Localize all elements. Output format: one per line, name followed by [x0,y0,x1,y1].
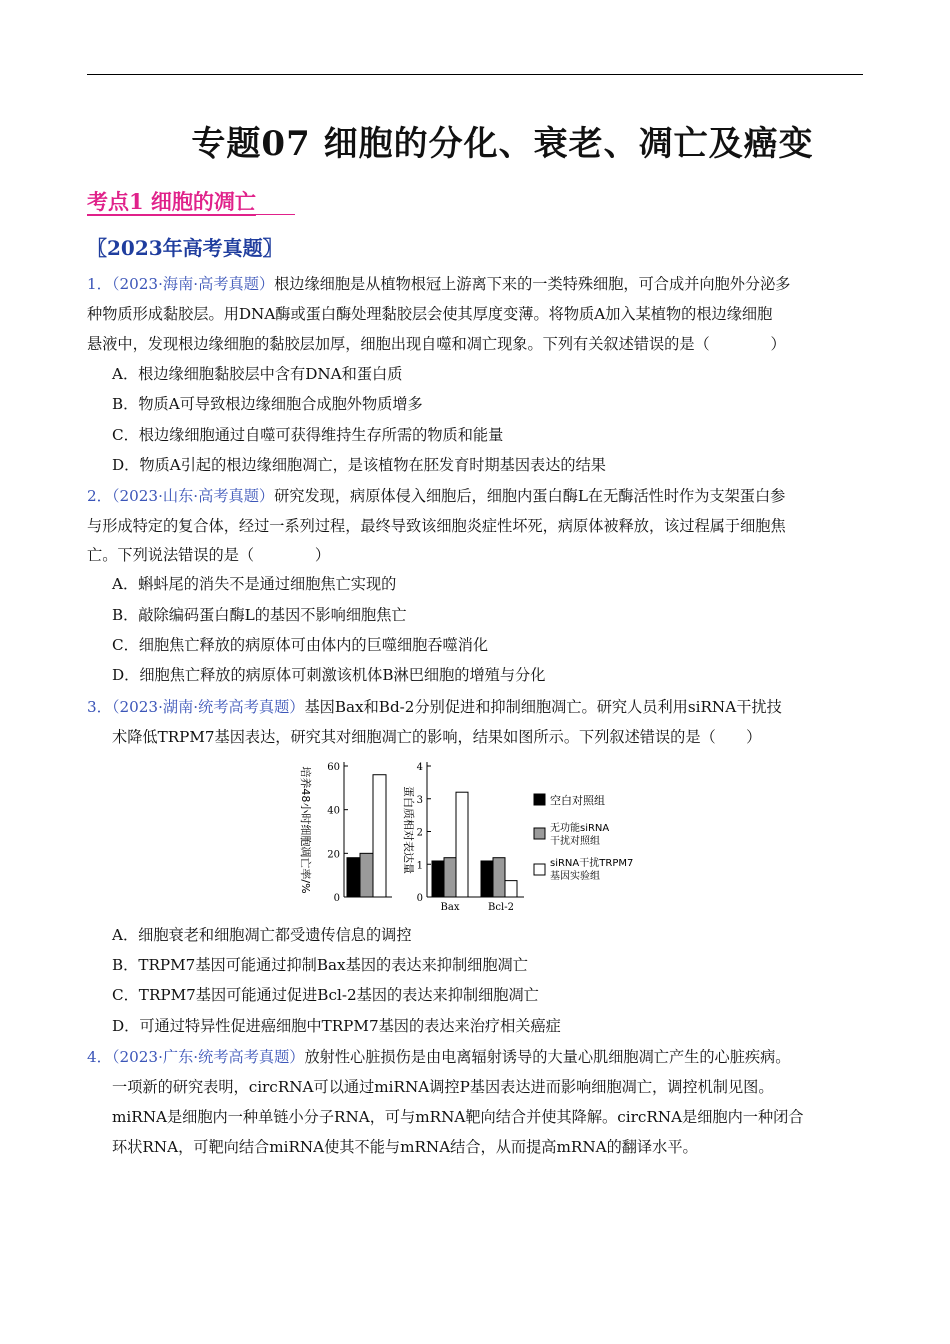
chart2-tick-label: 4 [416,762,423,773]
question-4-line-1 [87,1047,790,1067]
question-3-line-2: 术降低TRPM7基因表达，研究其对细胞凋亡的影响，结果如图所示。下列叙述错误的是（ ） [112,728,762,746]
question-number: 3． [87,698,112,716]
question-2-line-2: 与形成特定的复合体，经过一系列过程，最终导致该细胞炎症性坏死，病原体被释放，该过程属于细胞焦 [87,517,786,535]
question-4-line-2: 一项新的研究表明，circRNA可以通过miRNA调控P基因表达进而影响细胞凋亡，调控机制见图。 [112,1078,774,1096]
question-3-line-1 [87,697,782,717]
question-number: 4． [87,1048,112,1066]
option-a: A．根边缘细胞黏胶层中含有DNA和蛋白质 [112,365,403,383]
chart2-bar [432,861,444,897]
chart2-y-label: 蛋白质相对表达量 [402,786,415,874]
option-a: A．细胞衰老和细胞凋亡都受遗传信息的调控 [112,926,412,944]
chart2-bar [505,881,517,897]
question-source: （2023·山东·高考真题） [111,487,275,505]
legend-swatch-trpm7-knockdown [534,864,545,875]
page-title: 专题07 细胞的分化、衰老、凋亡及癌变 [191,124,814,164]
legend-swatch-nonfunctional-sirna [534,828,545,839]
chart1-bar [347,858,360,897]
legend-label-nonfunctional-sirna: 无功能siRNA [550,823,610,834]
chart1-y-label: 培养48小时细胞凋亡率/% [299,766,312,894]
chart2-bars [432,792,517,897]
chart2-tick-label: 3 [416,794,423,806]
section-underline [87,214,295,215]
chart1-tick-label: 0 [333,893,340,904]
option-d: D．可通过特异性促进癌细胞中TRPM7基因的表达来治疗相关癌症 [112,1017,561,1035]
question-number: 1． [87,275,112,293]
option-c: C．根边缘细胞通过自噬可获得维持生存所需的物质和能量 [112,426,504,444]
chart2-bar [444,858,456,897]
question-source: （2023·海南·高考真题） [111,275,275,293]
chart2-x-tick-bcl2: Bcl-2 [488,902,514,913]
top-rule [87,74,863,75]
legend-label-blank-control: 空白对照组 [550,794,605,807]
legend-label-trpm7-knockdown: siRNA干扰TRPM7 [550,858,634,869]
option-a: A．蝌蚪尾的消失不是通过细胞焦亡实现的 [112,575,397,593]
question-2-line-1 [87,486,785,506]
chart1-tick-label: 60 [327,762,340,773]
legend-label-trpm7-knockdown-2: 基因实验组 [550,871,600,882]
chart2-bar [481,861,493,897]
subsection-heading: 〖2023年高考真题〗 [87,236,283,260]
section-heading: 考点1 细胞的凋亡 [87,189,256,214]
chart2-bar [456,792,468,897]
question-text: 根边缘细胞是从植物根冠上游离下来的一类特殊细胞，可合成并向胞外分泌多 [274,275,791,293]
option-d: D．细胞焦亡释放的病原体可刺激该机体B淋巴细胞的增殖与分化 [112,666,546,684]
question-1-line-3: 悬液中，发现根边缘细胞的黏胶层加厚，细胞出现自噬和凋亡现象。下列有关叙述错误的是（ ） [87,335,786,353]
chart1-tick-label: 40 [327,805,340,817]
chart2-x-tick-bax: Bax [440,902,460,913]
chart1-bar [360,853,373,897]
question-text: 研究发现，病原体侵入细胞后，细胞内蛋白酶L在无酶活性时作为支架蛋白参 [274,487,786,505]
question-1-line-2: 种物质形成黏胶层。用DNA酶或蛋白酶处理黏胶层会使其厚度变薄。将物质A加入某植物的根边缘细胞 [87,305,773,323]
chart1-bars [347,775,386,897]
chart2-tick-label: 0 [416,893,423,904]
chart2-tick-label: 1 [416,860,423,872]
question-4-line-3: miRNA是细胞内一种单链小分子RNA，可与mRNA靶向结合并使其降解。circRNA是细胞内一种闭合 [112,1108,804,1126]
question-text: 放射性心脏损伤是由电离辐射诱导的大量心肌细胞凋亡产生的心脏疾病。 [304,1048,791,1066]
chart2-bar [493,858,505,897]
question-number: 2． [87,487,112,505]
question-text: 基因Bax和Bd-2分别促进和抑制细胞凋亡。研究人员利用siRNA干扰技 [304,698,782,716]
option-b: B．敲除编码蛋白酶L的基因不影响细胞焦亡 [112,606,407,624]
chart2-tick-label: 2 [416,827,423,839]
question-2-line-3: 亡。下列说法错误的是（ ） [87,546,330,564]
legend-swatch-blank-control [534,794,545,805]
question-1-line-1 [87,274,790,294]
chart2-ticks [417,762,431,904]
option-b: B．TRPM7基因可能通过抑制Bax基因的表达来抑制细胞凋亡 [112,956,528,974]
option-c: C．细胞焦亡释放的病原体可由体内的巨噬细胞吞噬消化 [112,636,489,654]
option-c: C．TRPM7基因可能通过促进Bcl-2基因的表达来抑制细胞凋亡 [112,986,539,1004]
chart1-ticks [327,762,348,904]
legend-label-nonfunctional-sirna-2: 干扰对照组 [550,836,600,847]
option-b: B．物质A可导致根边缘细胞合成胞外物质增多 [112,395,423,413]
chart1-tick-label: 20 [327,849,340,861]
question-3-figure [288,756,668,916]
option-d: D．物质A引起的根边缘细胞凋亡，是该植物在胚发育时期基因表达的结果 [112,456,606,474]
question-source: （2023·广东·统考高考真题） [111,1048,305,1066]
question-4-line-4: 环状RNA，可靶向结合miRNA使其不能与mRNA结合，从而提高mRNA的翻译水平。 [112,1138,698,1156]
chart1-bar [373,775,386,897]
question-source: （2023·湖南·统考高考真题） [111,698,305,716]
